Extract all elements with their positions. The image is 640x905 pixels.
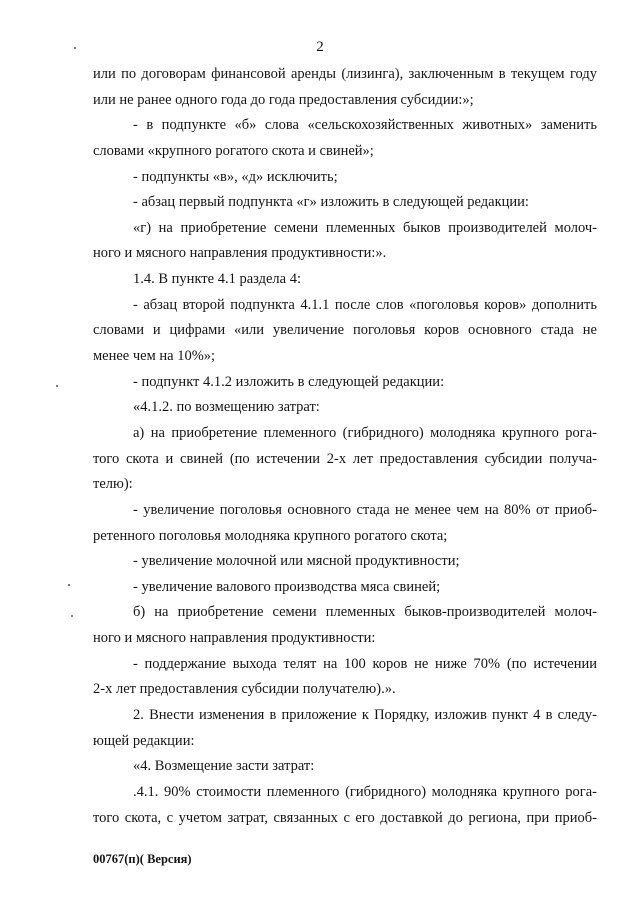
text-line: - поддержание выхода телят на 100 коров не ниже 70% (по истечении xyxy=(133,655,597,672)
text-line: - в подпункте «б» слова «сельскохозяйственных животных» заменить xyxy=(133,117,597,134)
text-line: 2-х лет предоставления субсидии получателю).». xyxy=(93,681,396,698)
text-line: ного и мясного направления продуктивности: xyxy=(93,630,376,647)
text-line: - абзац первый подпункта «г» изложить в следующей редакции: xyxy=(133,194,529,211)
text-line: менее чем на 10%»; xyxy=(93,348,216,365)
text-line: - увеличение валового производства мяса свиней; xyxy=(133,578,441,595)
text-line: .4.1. 90% стоимости племенного (гибридного) молодняка крупного рога- xyxy=(133,783,597,800)
text-line: ного и мясного направления продуктивности:». xyxy=(93,245,387,262)
text-line: ющей редакции: xyxy=(93,732,195,749)
text-line: - увеличение поголовья основного стада не менее чем на 80% от приоб- xyxy=(133,501,597,518)
document-footer: 00767(п)( Версия) xyxy=(93,852,192,866)
text-line: - абзац второй подпункта 4.1.1 после слов «поголовья коров» дополнить xyxy=(133,296,597,313)
text-line: - увеличение молочной или мясной продуктивности; xyxy=(133,553,460,570)
text-line: словами и цифрами «или увеличение поголовья коров основного стада не xyxy=(93,322,597,339)
text-line: или не ранее одного года до года предоставления субсидии:»; xyxy=(93,91,474,108)
text-line: б) на приобретение семени племенных быков-производителей молоч- xyxy=(133,604,597,621)
text-line: «г) на приобретение семени племенных быков производителей молоч- xyxy=(133,219,597,236)
text-line: словами «крупного рогатого скота и свиней»; xyxy=(93,142,374,159)
text-line: того скота и свиней (по истечении 2-х лет предоставления субсидии получа- xyxy=(93,450,597,467)
text-line: 2. Внести изменения в приложение к Порядку, изложив пункт 4 в следу- xyxy=(133,707,597,724)
text-line: телю): xyxy=(93,476,133,493)
document-body xyxy=(93,62,597,831)
text-line: - подпункт 4.1.2 изложить в следующей редакции: xyxy=(133,373,445,390)
scan-speck xyxy=(56,385,58,387)
text-line: или по договорам финансовой аренды (лизинга), заключенным в текущем году xyxy=(93,66,597,82)
text-line: а) на приобретение племенного (гибридного) молодняка крупного рога- xyxy=(133,424,597,441)
text-line: «4.1.2. по возмещению затрат: xyxy=(133,399,320,416)
scan-speck xyxy=(71,615,73,617)
text-line: того скота, с учетом затрат, связанных с его доставкой до региона, при приоб- xyxy=(93,809,597,826)
text-line: - подпункты «в», «д» исключить; xyxy=(133,168,338,185)
page-number: 2 xyxy=(316,39,324,55)
scan-speck xyxy=(74,47,76,49)
text-line: 1.4. В пункте 4.1 раздела 4: xyxy=(133,271,301,288)
scan-speck xyxy=(68,584,70,586)
text-line: ретенного поголовья молодняка крупного рогатого скота; xyxy=(93,527,448,544)
text-line: «4. Возмещение засти затрат: xyxy=(133,758,315,775)
